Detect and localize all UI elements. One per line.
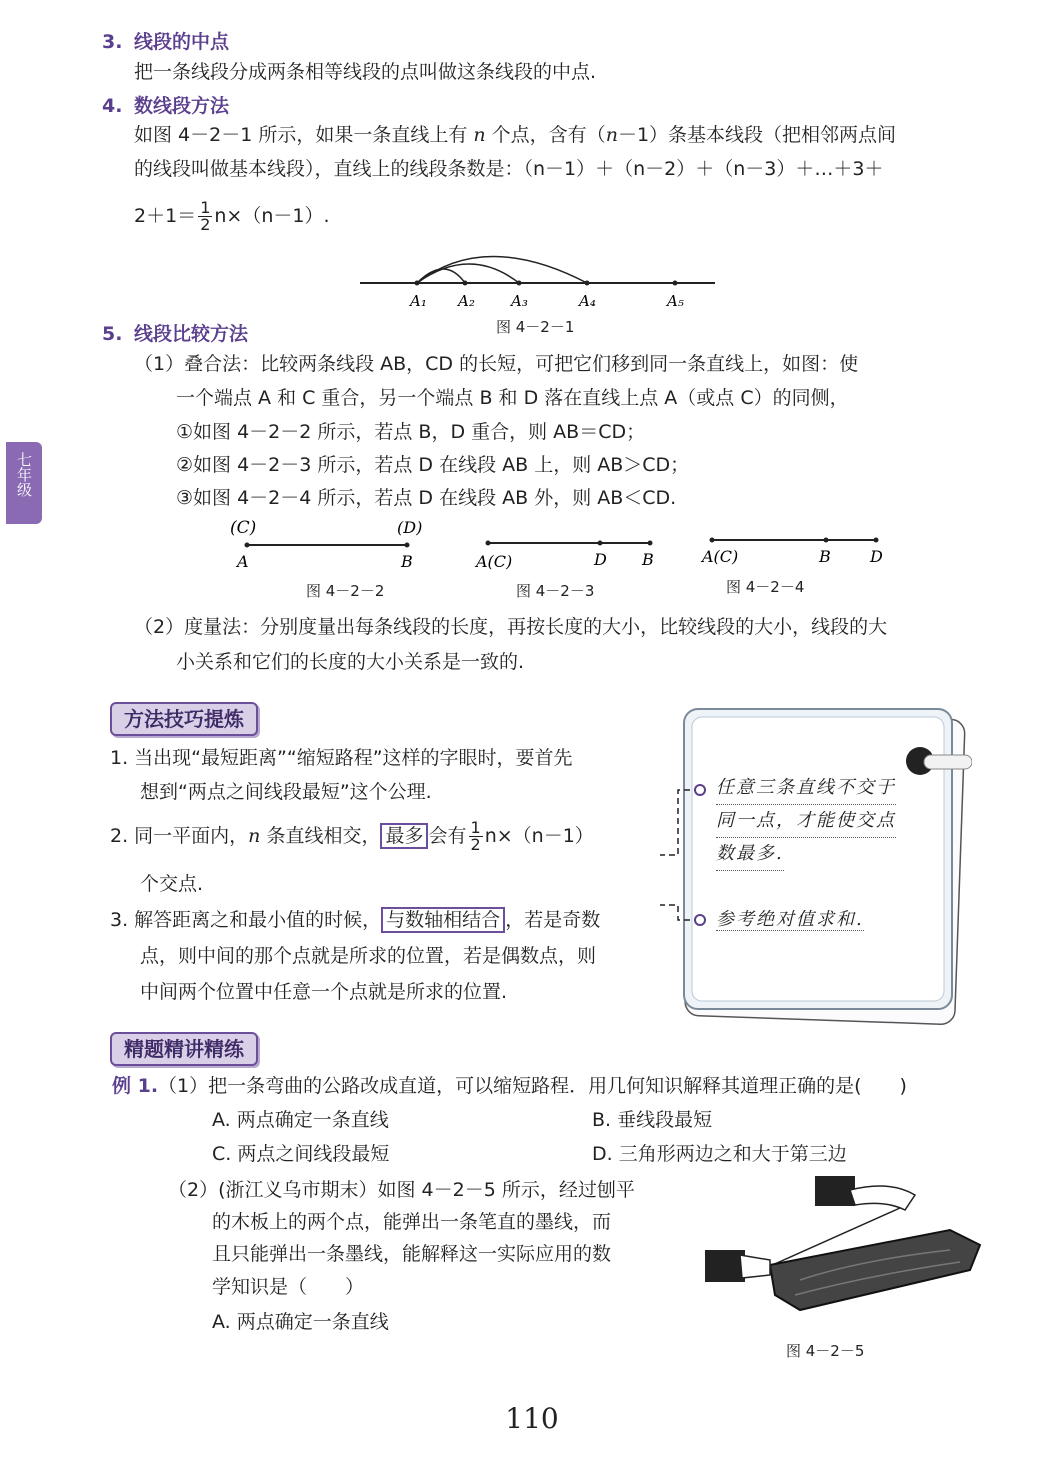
figure-4-2-3 — [470, 525, 670, 575]
question-2-line1: （2）(浙江义乌市期末）如图 4－2－5 所示，经过刨平 — [168, 1179, 635, 1201]
figure-4-2-2 — [225, 515, 430, 575]
q2-option-a: A. 两点确定一条直线 — [212, 1311, 389, 1333]
figure-4-2-4 — [698, 522, 898, 572]
practice-section-tag: 精题精讲精练 — [110, 1032, 258, 1066]
section-4-line1 — [134, 123, 896, 147]
note-1-line1: 任意三条直线不交于 — [716, 772, 896, 805]
section-4-line3 — [134, 198, 330, 234]
method-item-3-line3: 中间两个位置中任意一个点就是所求的位置. — [140, 981, 508, 1003]
method-item-1-line2: 想到“两点之间线段最短”这个公理. — [140, 781, 432, 803]
keyword-box-number-axis: 与数轴相结合 — [381, 907, 505, 933]
caption-4-2-3: 图 4－2－3 — [516, 582, 595, 600]
s4-l3b: n×（n－1）. — [214, 205, 330, 227]
q1-option-a: A. 两点确定一条直线 — [212, 1109, 389, 1131]
fraction-half — [198, 200, 212, 233]
caption-4-2-2: 图 4－2－2 — [306, 582, 385, 600]
section-5-p1-line3: ①如图 4－2－2 所示，若点 B，D 重合，则 AB＝CD； — [176, 421, 646, 443]
s4-l1b: 个点，含有（ — [485, 124, 606, 146]
grade-side-tab — [6, 442, 42, 524]
fig4-right: D — [870, 547, 883, 566]
grade-side-tab-label: 七年级 — [15, 452, 33, 497]
section-5-p2-line2: 小关系和它们的长度的大小关系是一致的. — [176, 651, 525, 673]
point-a3: A₃ — [511, 292, 528, 310]
fig4-mid: B — [819, 547, 831, 566]
section-5-num: 5. — [102, 323, 123, 345]
s4-l1a: 如图 4－2－1 所示，如果一条直线上有 — [134, 124, 474, 146]
note-connectors — [560, 780, 720, 930]
s4-l1d: －1）条基本线段（把相邻两点间 — [617, 124, 897, 146]
fig3-mid: D — [594, 550, 607, 569]
note-1 — [716, 772, 896, 871]
caption-4-2-5: 图 4－2－5 — [786, 1342, 865, 1360]
fig2-top-left: (C) — [230, 518, 257, 538]
s4-l3a: 2＋1＝ — [134, 205, 197, 227]
fig2-right: B — [401, 552, 413, 571]
m2-frac-den: 2 — [470, 835, 481, 854]
m2-frac-num: 1 — [470, 818, 481, 837]
m3a: 3. 解答距离之和最小值的时候， — [110, 909, 382, 931]
section-5-p1-line5: ③如图 4－2－4 所示，若点 D 在线段 AB 外，则 AB＜CD. — [176, 487, 677, 509]
section-5-p2-line1: （2）度量法：分别度量出每条线段的长度，再按长度的大小，比较线段的大小，线段的大 — [134, 616, 888, 638]
frac-num: 1 — [200, 198, 211, 217]
method-item-2-line2: 个交点. — [140, 873, 204, 895]
fraction-half-2 — [469, 820, 483, 853]
method-item-2-line1 — [110, 818, 594, 854]
caption-4-2-1: 图 4－2－1 — [496, 318, 575, 336]
m2a: 2. 同一平面内， — [110, 825, 249, 847]
section-3-text: 把一条线段分成两条相等线段的点叫做这条线段的中点. — [134, 61, 597, 83]
fig2-left: A — [237, 552, 249, 571]
caption-4-2-4: 图 4－2－4 — [726, 578, 805, 596]
question-2-line4: 学知识是（ ） — [212, 1276, 365, 1298]
section-3-num: 3. — [102, 31, 123, 53]
m2n: n — [248, 825, 261, 847]
figure-4-2-1 — [355, 240, 725, 320]
question-2-line2: 的木板上的两个点，能弹出一条笔直的墨线，而 — [212, 1211, 612, 1233]
section-4-title: 数线段方法 — [134, 95, 230, 117]
section-5-p1-line1: （1）叠合法：比较两条线段 AB，CD 的长短，可把它们移到同一条直线上，如图：使 — [134, 353, 859, 375]
section-5-title: 线段比较方法 — [134, 323, 249, 345]
question-1: （1）把一条弯曲的公路改成直道，可以缩短路程．用几何知识解释其道理正确的是( ) — [158, 1075, 907, 1097]
fig4-left: A(C) — [702, 547, 739, 566]
keyword-box-most: 最多 — [380, 823, 428, 849]
m2d: n×（n－1） — [484, 825, 594, 847]
section-5-p1-line4: ②如图 4－2－3 所示，若点 D 在线段 AB 上，则 AB＞CD； — [176, 454, 690, 476]
point-a4: A₄ — [579, 292, 596, 310]
section-4-line2: 的线段叫做基本线段），直线上的线段条数是：（n－1）＋（n－2）＋（n－3）＋…＋3＋ — [134, 158, 884, 180]
frac-den: 2 — [200, 215, 211, 234]
figure-4-2-5-illustration — [690, 1170, 990, 1330]
method-item-3-line1 — [110, 908, 600, 932]
section-4-num: 4. — [102, 95, 123, 117]
q1-option-b: B. 垂线段最短 — [592, 1109, 713, 1131]
method-section-tag: 方法技巧提炼 — [110, 702, 258, 736]
q1-option-d: D. 三角形两边之和大于第三边 — [592, 1143, 847, 1165]
note-2-text: 参考绝对值求和. — [716, 909, 864, 930]
q1-option-c: C. 两点之间线段最短 — [212, 1143, 390, 1165]
example-label: 例 1. — [112, 1075, 159, 1097]
note-1-line3: 数最多. — [716, 838, 784, 871]
s4-l1c: n — [605, 124, 618, 146]
fig3-right: B — [642, 550, 654, 569]
point-a2: A₂ — [458, 292, 475, 310]
m2c: 会有 — [428, 825, 467, 847]
note-1-line2: 同一点，才能使交点 — [716, 805, 896, 838]
point-a5: A₅ — [667, 292, 684, 310]
point-a1: A₁ — [410, 292, 427, 310]
method-item-1-line1: 1. 当出现“最短距离”“缩短路程”这样的字眼时，要首先 — [110, 747, 573, 769]
fig2-top-right: (D) — [397, 518, 423, 537]
m2b: 条直线相交， — [260, 825, 381, 847]
question-2-line3: 且只能弹出一条墨线，能解释这一实际应用的数 — [212, 1243, 612, 1265]
note-2 — [716, 904, 864, 936]
m3b: ，若是奇数 — [505, 909, 601, 931]
section-3-title: 线段的中点 — [134, 31, 230, 53]
page-number: 110 — [505, 1402, 559, 1435]
s4-l1n: n — [473, 124, 486, 146]
section-5-p1-line2: 一个端点 A 和 C 重合，另一个端点 B 和 D 落在直线上点 A（或点 C）的同侧， — [176, 387, 849, 409]
method-item-3-line2: 点，则中间的那个点就是所求的位置，若是偶数点，则 — [140, 945, 597, 967]
fig3-left: A(C) — [476, 552, 513, 571]
